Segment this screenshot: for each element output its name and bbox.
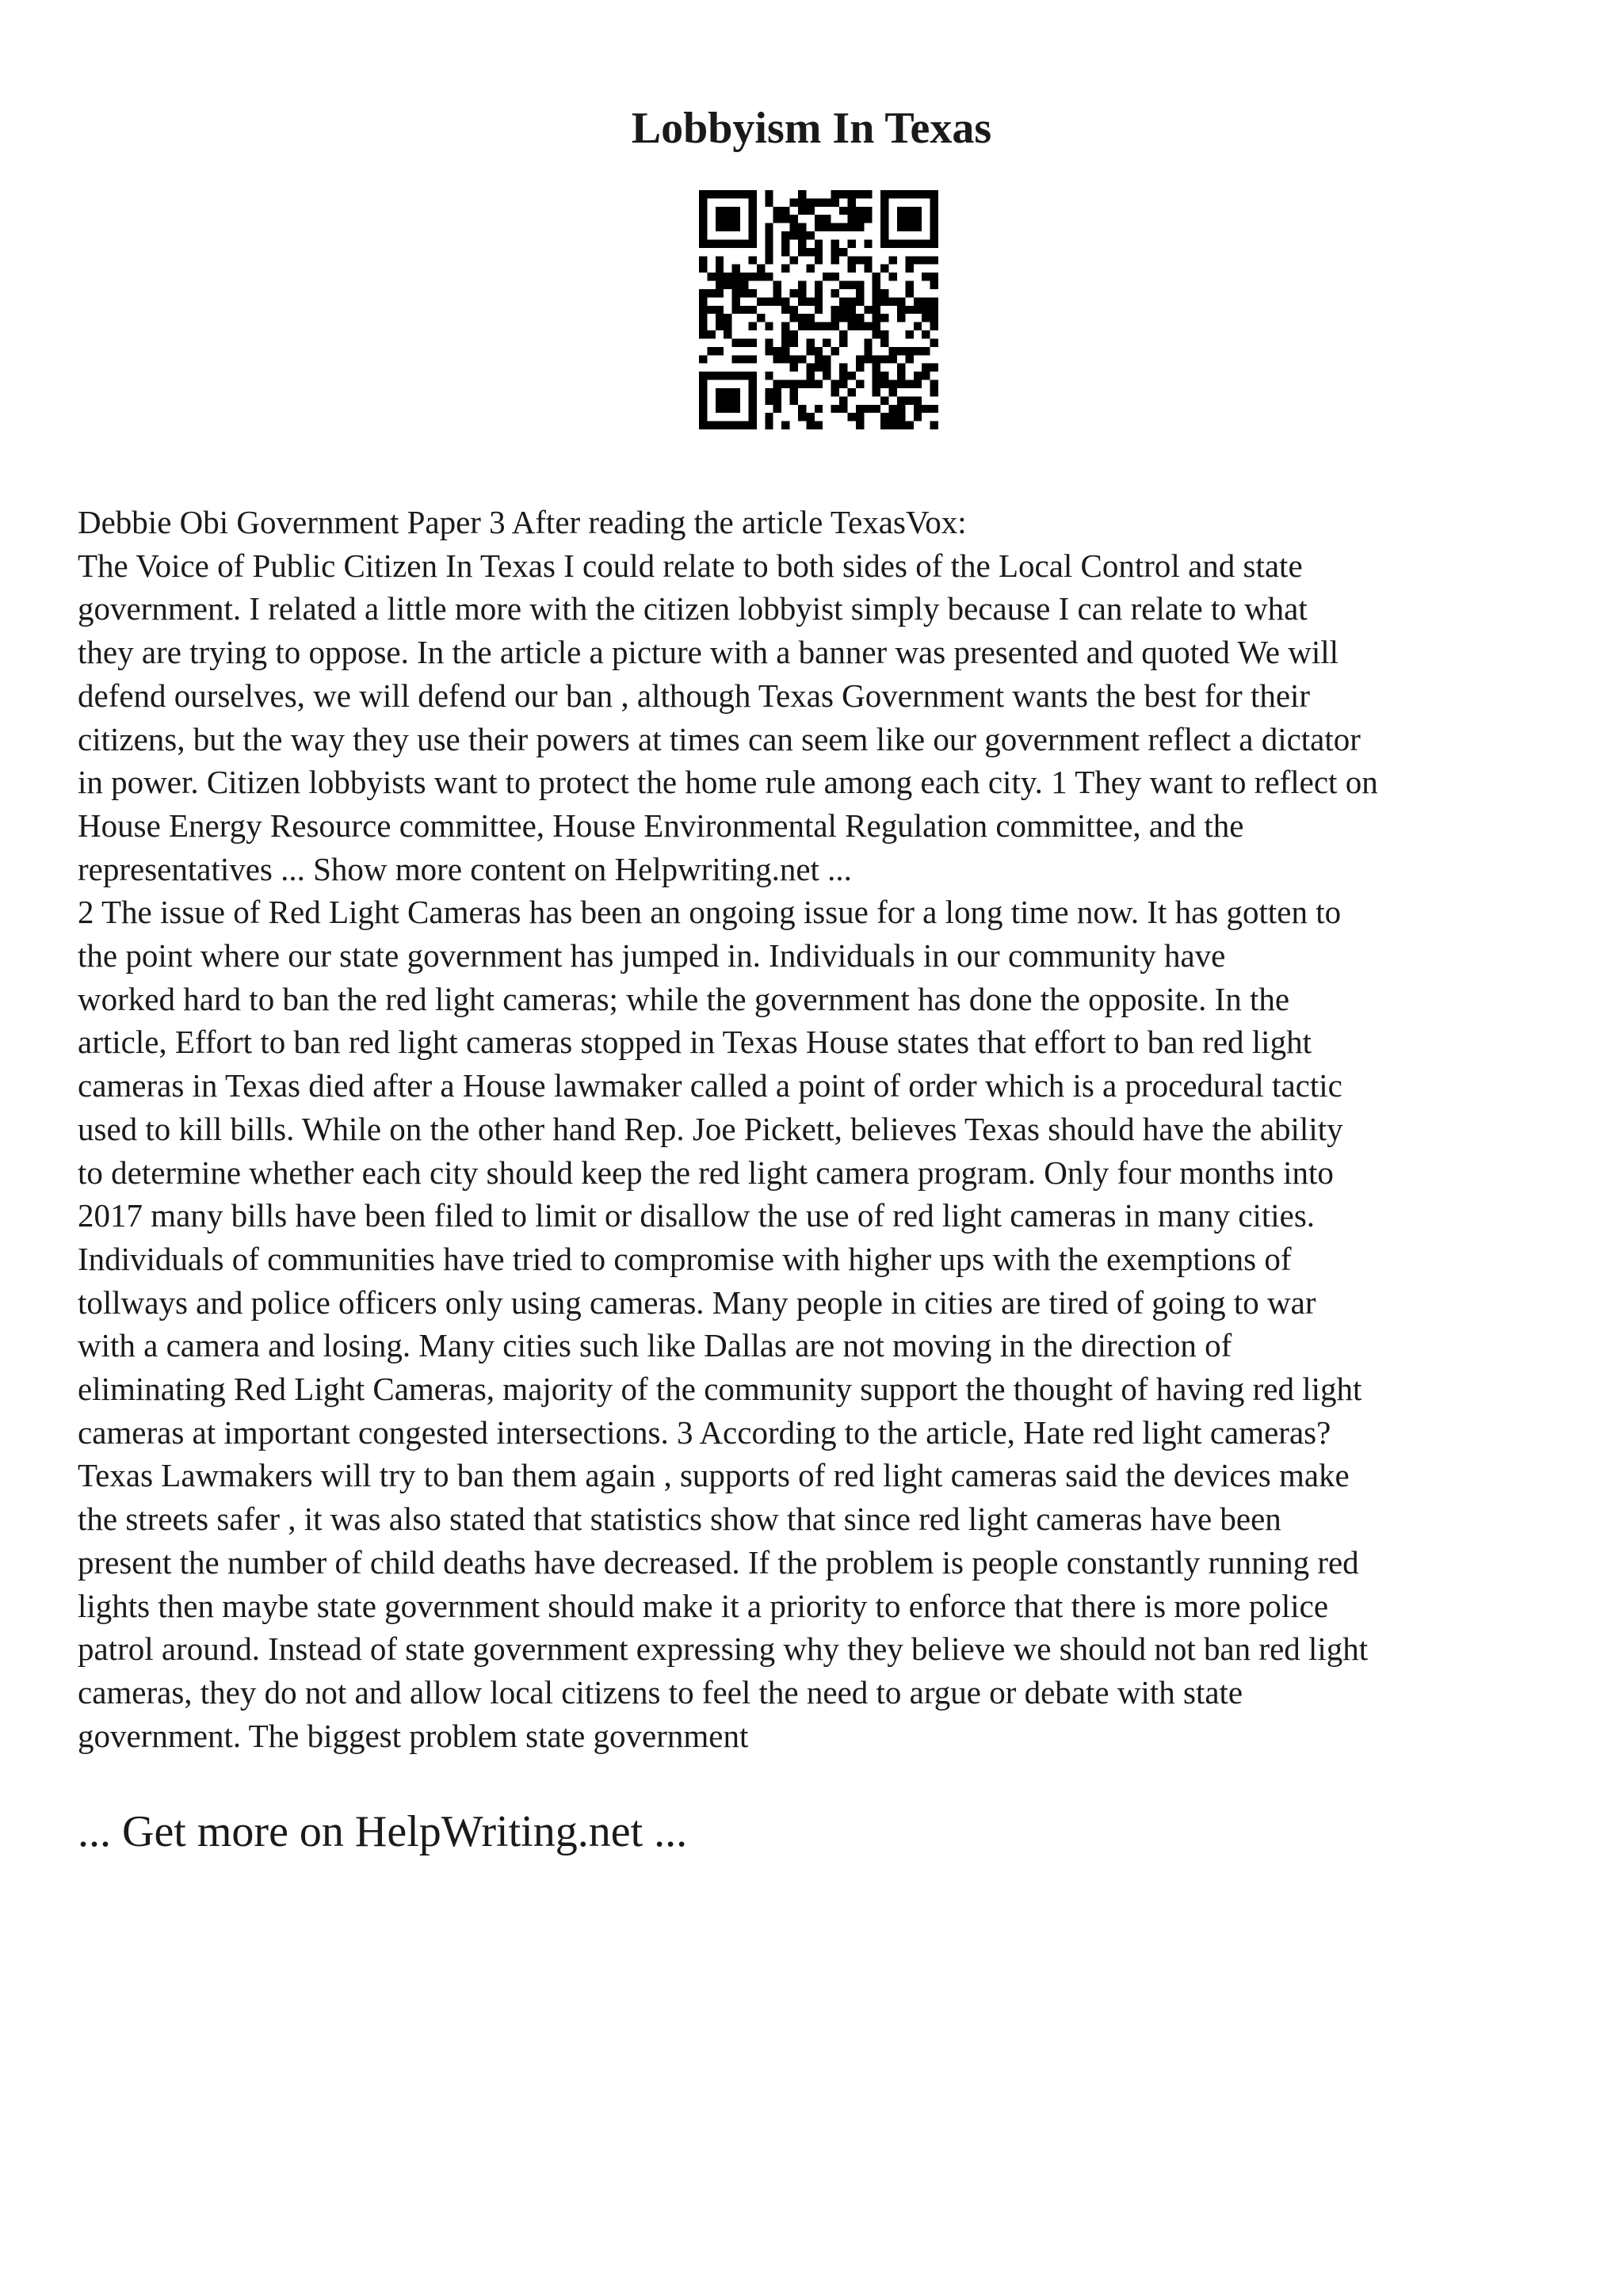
body-text-line: defend ourselves, we will defend our ban , although Texas Government wants the best for their xyxy=(78,677,1311,714)
body-text-line: tollways and police officers only using cameras. Many people in cities are tired of going to war xyxy=(78,1283,1316,1321)
body-text-line: article, Effort to ban red light cameras stopped in Texas House states that effort to ban red light xyxy=(78,1024,1312,1061)
body-text-line: 2 The issue of Red Light Cameras has been an ongoing issue for a long time now. It has gotten to xyxy=(78,894,1342,931)
body-text-line: Individuals of communities have tried to compromise with higher ups with the exemptions of xyxy=(78,1240,1292,1277)
body-text-line: patrol around. Instead of state government expressing why they believe we should not ban red light xyxy=(78,1630,1369,1668)
body-text-line: they are trying to oppose. In the article a picture with a banner was presented and quoted We will xyxy=(78,634,1338,671)
body-text-line: The Voice of Public Citizen In Texas I could relate to both sides of the Local Control and state xyxy=(78,547,1303,584)
body-text-line: representatives ... Show more content on Helpwriting.net ... xyxy=(78,850,852,887)
body-text-line: the point where our state government has jumped in. Individuals in our community have xyxy=(78,937,1226,974)
body-text-line: government. The biggest problem state government xyxy=(78,1717,749,1754)
body-text-line: cameras, they do not and allow local citizens to feel the need to argue or debate with state xyxy=(78,1673,1243,1711)
body-text-line: used to kill bills. While on the other hand Rep. Joe Pickett, believes Texas should have the ability xyxy=(78,1110,1343,1147)
body-text-line: cameras at important congested intersections. 3 According to the article, Hate red light cameras? xyxy=(78,1413,1331,1451)
body-text-line: citizens, but the way they use their powers at times can seem like our government reflect a dictator xyxy=(78,720,1361,757)
body-text-line: to determine whether each city should keep the red light camera program. Only four months into xyxy=(78,1154,1334,1191)
body-text-line: Debbie Obi Government Paper 3 After reading the article TexasVox: xyxy=(78,504,967,540)
body-text xyxy=(78,501,1568,1757)
body-text-line: government. I related a little more with the citizen lobbyist simply because I can relate to what xyxy=(78,590,1308,627)
qr-code xyxy=(699,190,938,429)
body-text-line: worked hard to ban the red light cameras; while the government has done the opposite. In the xyxy=(78,980,1290,1017)
body-text-line: 2017 many bills have been filed to limit or disallow the use of red light cameras in many cities. xyxy=(78,1197,1316,1234)
body-text-line: in power. Citizen lobbyists want to protect the home rule among each city. 1 They want to reflect on xyxy=(78,764,1378,801)
body-text-line: the streets safer , it was also stated that statistics show that since red light cameras have been xyxy=(78,1501,1281,1538)
body-text-line: eliminating Red Light Cameras, majority of the community support the thought of having red light xyxy=(78,1371,1362,1408)
body-text-line: present the number of child deaths have decreased. If the problem is people constantly running red xyxy=(78,1543,1359,1581)
body-text-line: with a camera and losing. Many cities such like Dallas are not moving in the direction of xyxy=(78,1327,1232,1364)
footer-link[interactable]: ... Get more on HelpWriting.net ... xyxy=(78,1807,688,1856)
body-text-line: Texas Lawmakers will try to ban them again , supports of red light cameras said the devices make xyxy=(78,1457,1350,1494)
document-title: Lobbyism In Texas xyxy=(631,104,992,153)
body-text-line: lights then maybe state government should make it a priority to enforce that there is more police xyxy=(78,1587,1329,1624)
body-text-line: cameras in Texas died after a House lawmaker called a point of order which is a procedural tactic xyxy=(78,1067,1342,1104)
body-text-line: House Energy Resource committee, House Environmental Regulation committee, and the xyxy=(78,807,1244,844)
